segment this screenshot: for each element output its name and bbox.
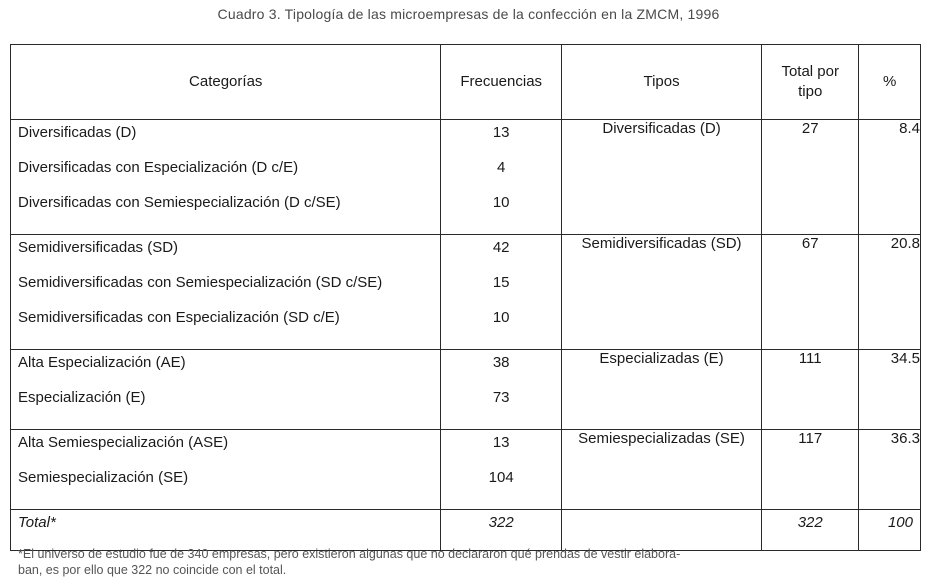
frecuencia-value: 10 — [492, 309, 510, 326]
frecuencias-cell — [441, 430, 562, 510]
categoria-label: Semidiversificadas con Especialización (SD c/E) — [18, 309, 340, 326]
typology-table — [10, 44, 921, 551]
categoria-label: Semidiversificadas (SD) — [18, 239, 179, 256]
footnote — [18, 546, 898, 578]
percent-cell: 34.5 — [859, 350, 921, 430]
frecuencias-cell — [441, 350, 562, 430]
frecuencia-value: 42 — [492, 239, 510, 256]
total-frecuencia: 322 — [441, 510, 562, 551]
categorias-cell — [11, 120, 441, 235]
categorias-cell — [11, 350, 441, 430]
total-por-tipo-cell: 27 — [762, 120, 859, 235]
frecuencia-value: 13 — [492, 124, 510, 141]
frecuencia-value: 13 — [492, 434, 510, 451]
table-row — [11, 430, 921, 510]
total-por-tipo-cell: 111 — [762, 350, 859, 430]
total-por-tipo: 322 — [762, 510, 859, 551]
table-row — [11, 235, 921, 350]
header-frecuencias: Frecuencias — [441, 45, 562, 120]
header-total-por-tipo — [762, 45, 859, 120]
footnote-line-2: ban, es por ello que 322 no coincide con el total. — [18, 563, 287, 577]
percent-cell: 8.4 — [859, 120, 921, 235]
categoria-label: Alta Especialización (AE) — [18, 354, 186, 371]
categoria-label: Semidiversificadas con Semiespecialización (SD c/SE) — [18, 274, 383, 291]
frecuencia-value: 4 — [497, 159, 506, 176]
frecuencia-value: 104 — [488, 469, 514, 486]
categoria-label: Diversificadas (D) — [18, 124, 137, 141]
categoria-label: Semiespecialización (SE) — [18, 469, 189, 486]
categorias-cell — [11, 430, 441, 510]
frecuencias-cell — [441, 120, 562, 235]
total-por-tipo-cell: 117 — [762, 430, 859, 510]
tipo-cell: Semidiversificadas (SD) — [561, 235, 761, 350]
categoria-label: Especialización (E) — [18, 389, 146, 406]
categoria-label: Diversificadas con Especialización (D c/E) — [18, 159, 299, 176]
percent-cell: 20.8 — [859, 235, 921, 350]
table-row — [11, 350, 921, 430]
table-caption: Cuadro 3. Tipología de las microempresas de la confección en la ZMCM, 1996 — [217, 6, 720, 22]
frecuencia-value: 38 — [492, 354, 510, 371]
header-total-line2: tipo — [798, 83, 823, 100]
total-percent: 100 — [859, 510, 921, 551]
tipo-cell: Diversificadas (D) — [561, 120, 761, 235]
header-percent: % — [859, 45, 921, 120]
categoria-label: Alta Semiespecialización (ASE) — [18, 434, 229, 451]
header-categorias: Categorías — [11, 45, 441, 120]
total-label: Total* — [18, 514, 56, 531]
footnote-line-1: *El universo de estudio fue de 340 empresas, pero existieron algunas que no declararon qué prendas de vestir elabora- — [18, 547, 681, 561]
percent-cell: 36.3 — [859, 430, 921, 510]
frecuencia-value: 10 — [492, 194, 510, 211]
frecuencias-cell — [441, 235, 562, 350]
categorias-cell — [11, 235, 441, 350]
tipo-cell: Especializadas (E) — [561, 350, 761, 430]
categoria-label: Diversificadas con Semiespecialización (D c/SE) — [18, 194, 341, 211]
total-row — [11, 510, 921, 551]
header-total-line1: Total por — [781, 63, 839, 80]
tipo-cell: Semiespecializadas (SE) — [561, 430, 761, 510]
header-tipos: Tipos — [561, 45, 761, 120]
total-tipo-empty — [561, 510, 761, 551]
table-row — [11, 120, 921, 235]
frecuencia-value: 15 — [492, 274, 510, 291]
header-row — [11, 45, 921, 120]
frecuencia-value: 73 — [492, 389, 510, 406]
total-por-tipo-cell: 67 — [762, 235, 859, 350]
